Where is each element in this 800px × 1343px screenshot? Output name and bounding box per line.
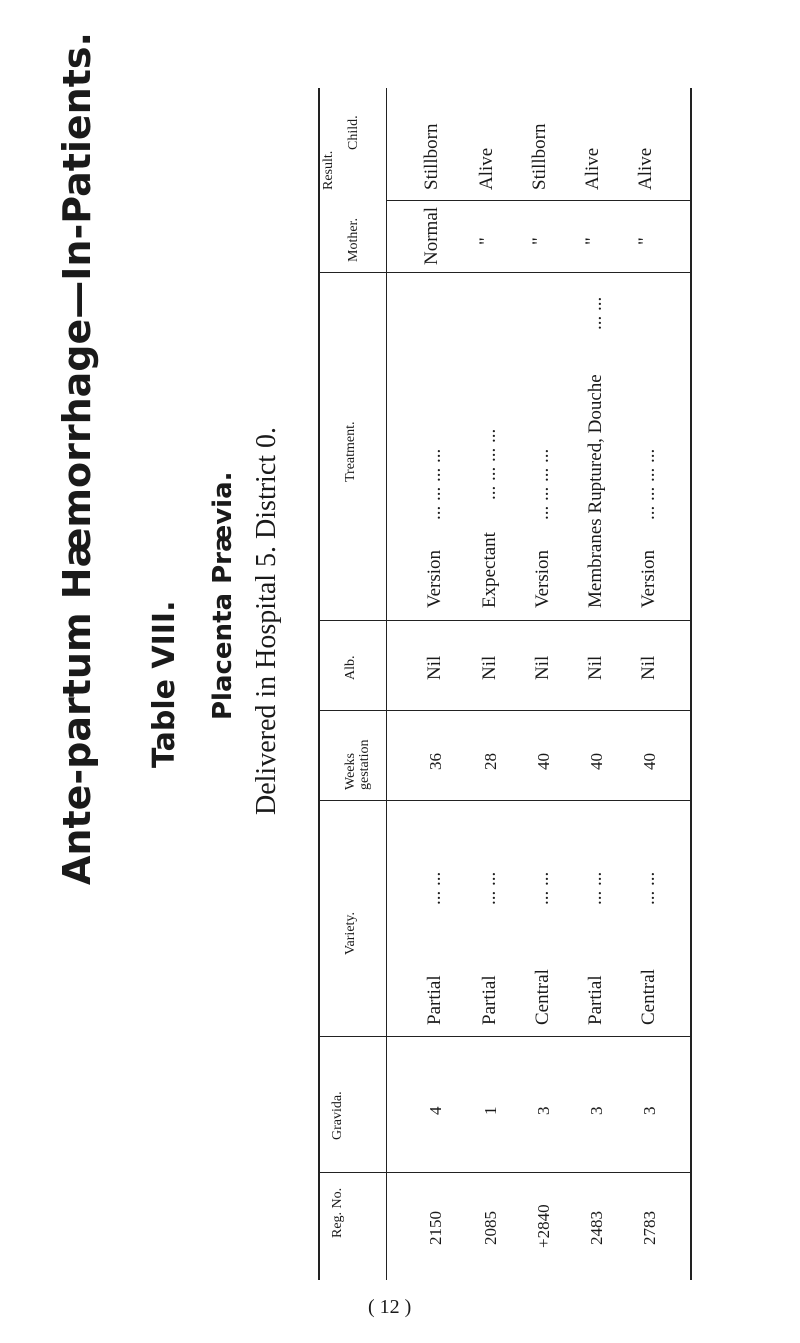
col-divider-mother [318,272,692,273]
cell-mother: " [582,237,603,245]
cell-alb: Nil [532,655,553,680]
header-variety: Variety. [343,911,358,955]
delivered-line: Delivered in Hospital 5. District 0. [251,426,282,815]
cell-child: Alive [635,147,656,190]
cell-treatment: Version [424,549,445,608]
cell-alb: Nil [638,655,659,680]
cell-variety-leader: ... ... [638,871,659,905]
cell-reg-no: 2783 [640,1211,659,1245]
header-child: Child. [346,115,361,150]
table-left-rule [318,88,320,1280]
cell-reg-no: +2840 [534,1204,553,1248]
cell-weeks: 40 [640,753,659,770]
cell-weeks: 28 [481,753,500,770]
cell-child: Stillborn [421,123,442,190]
cell-mother: " [476,237,497,245]
cell-alb: Nil [585,655,606,680]
header-mother: Mother. [346,218,361,262]
table-label: Table VIII. [147,600,182,768]
col-divider-weeks [318,800,692,801]
cell-weeks: 40 [534,753,553,770]
col-divider-alb [318,710,692,711]
cell-gravida: 3 [587,1106,606,1115]
cell-variety: Partial [424,975,445,1025]
table-right-rule [690,88,692,1280]
cell-weeks: 40 [587,753,606,770]
col-divider-result [386,200,692,201]
cell-gravida: 3 [640,1106,659,1115]
cell-reg-no: 2483 [587,1211,606,1245]
cell-gravida: 1 [481,1106,500,1115]
cell-treatment: Version [638,549,659,608]
cell-child: Alive [476,147,497,190]
cell-gravida: 4 [426,1106,445,1115]
cell-variety: Central [532,969,553,1025]
cell-treatment: Expectant [479,532,500,608]
page-number: ( 12 ) [368,1296,412,1318]
header-reg-no: Reg. No. [330,1187,345,1238]
cell-variety-leader: ... ... [585,871,606,905]
cell-mother: " [529,237,550,245]
header-result: Result. [321,150,336,190]
header-body-divider [386,88,387,1280]
cell-variety: Partial [585,975,606,1025]
cell-treatment-leader: ... ... [585,296,606,330]
cell-variety: Central [638,969,659,1025]
table-subtitle: Placenta Prævia. [208,471,238,720]
header-gravida: Gravida. [330,1091,345,1140]
cell-variety: Partial [479,975,500,1025]
header-alb: Alb. [343,655,358,680]
cell-child: Alive [582,147,603,190]
cell-variety-leader: ... ... [479,871,500,905]
cell-reg-no: 2085 [481,1211,500,1245]
cell-variety-leader: ... ... [424,871,445,905]
cell-gravida: 3 [534,1106,553,1115]
col-divider-gravida [318,1172,692,1173]
cell-child: Stillborn [529,123,550,190]
col-divider-variety [318,1036,692,1037]
cell-weeks: 36 [426,753,445,770]
col-divider-treatment [318,620,692,621]
cell-alb: Nil [424,655,445,680]
cell-treatment-leader: ... ... ... ... [424,448,445,520]
cell-treatment-leader: ... ... ... ... [638,448,659,520]
cell-treatment: Version [532,549,553,608]
cell-mother: Normal [421,206,442,265]
page-title: Ante-partum Hæmorrhage—In-Patients. [55,32,99,885]
cell-alb: Nil [479,655,500,680]
cell-variety-leader: ... ... [532,871,553,905]
cell-treatment: Membranes Ruptured, Douche [585,374,606,608]
cell-treatment-leader: ... ... ... ... [532,448,553,520]
cell-reg-no: 2150 [426,1211,445,1245]
header-treatment: Treatment. [343,421,358,482]
cell-treatment-leader: ... ... ... ... [479,428,500,500]
header-weeks-gestation: Weeks gestation [343,739,372,790]
cell-mother: " [635,237,656,245]
